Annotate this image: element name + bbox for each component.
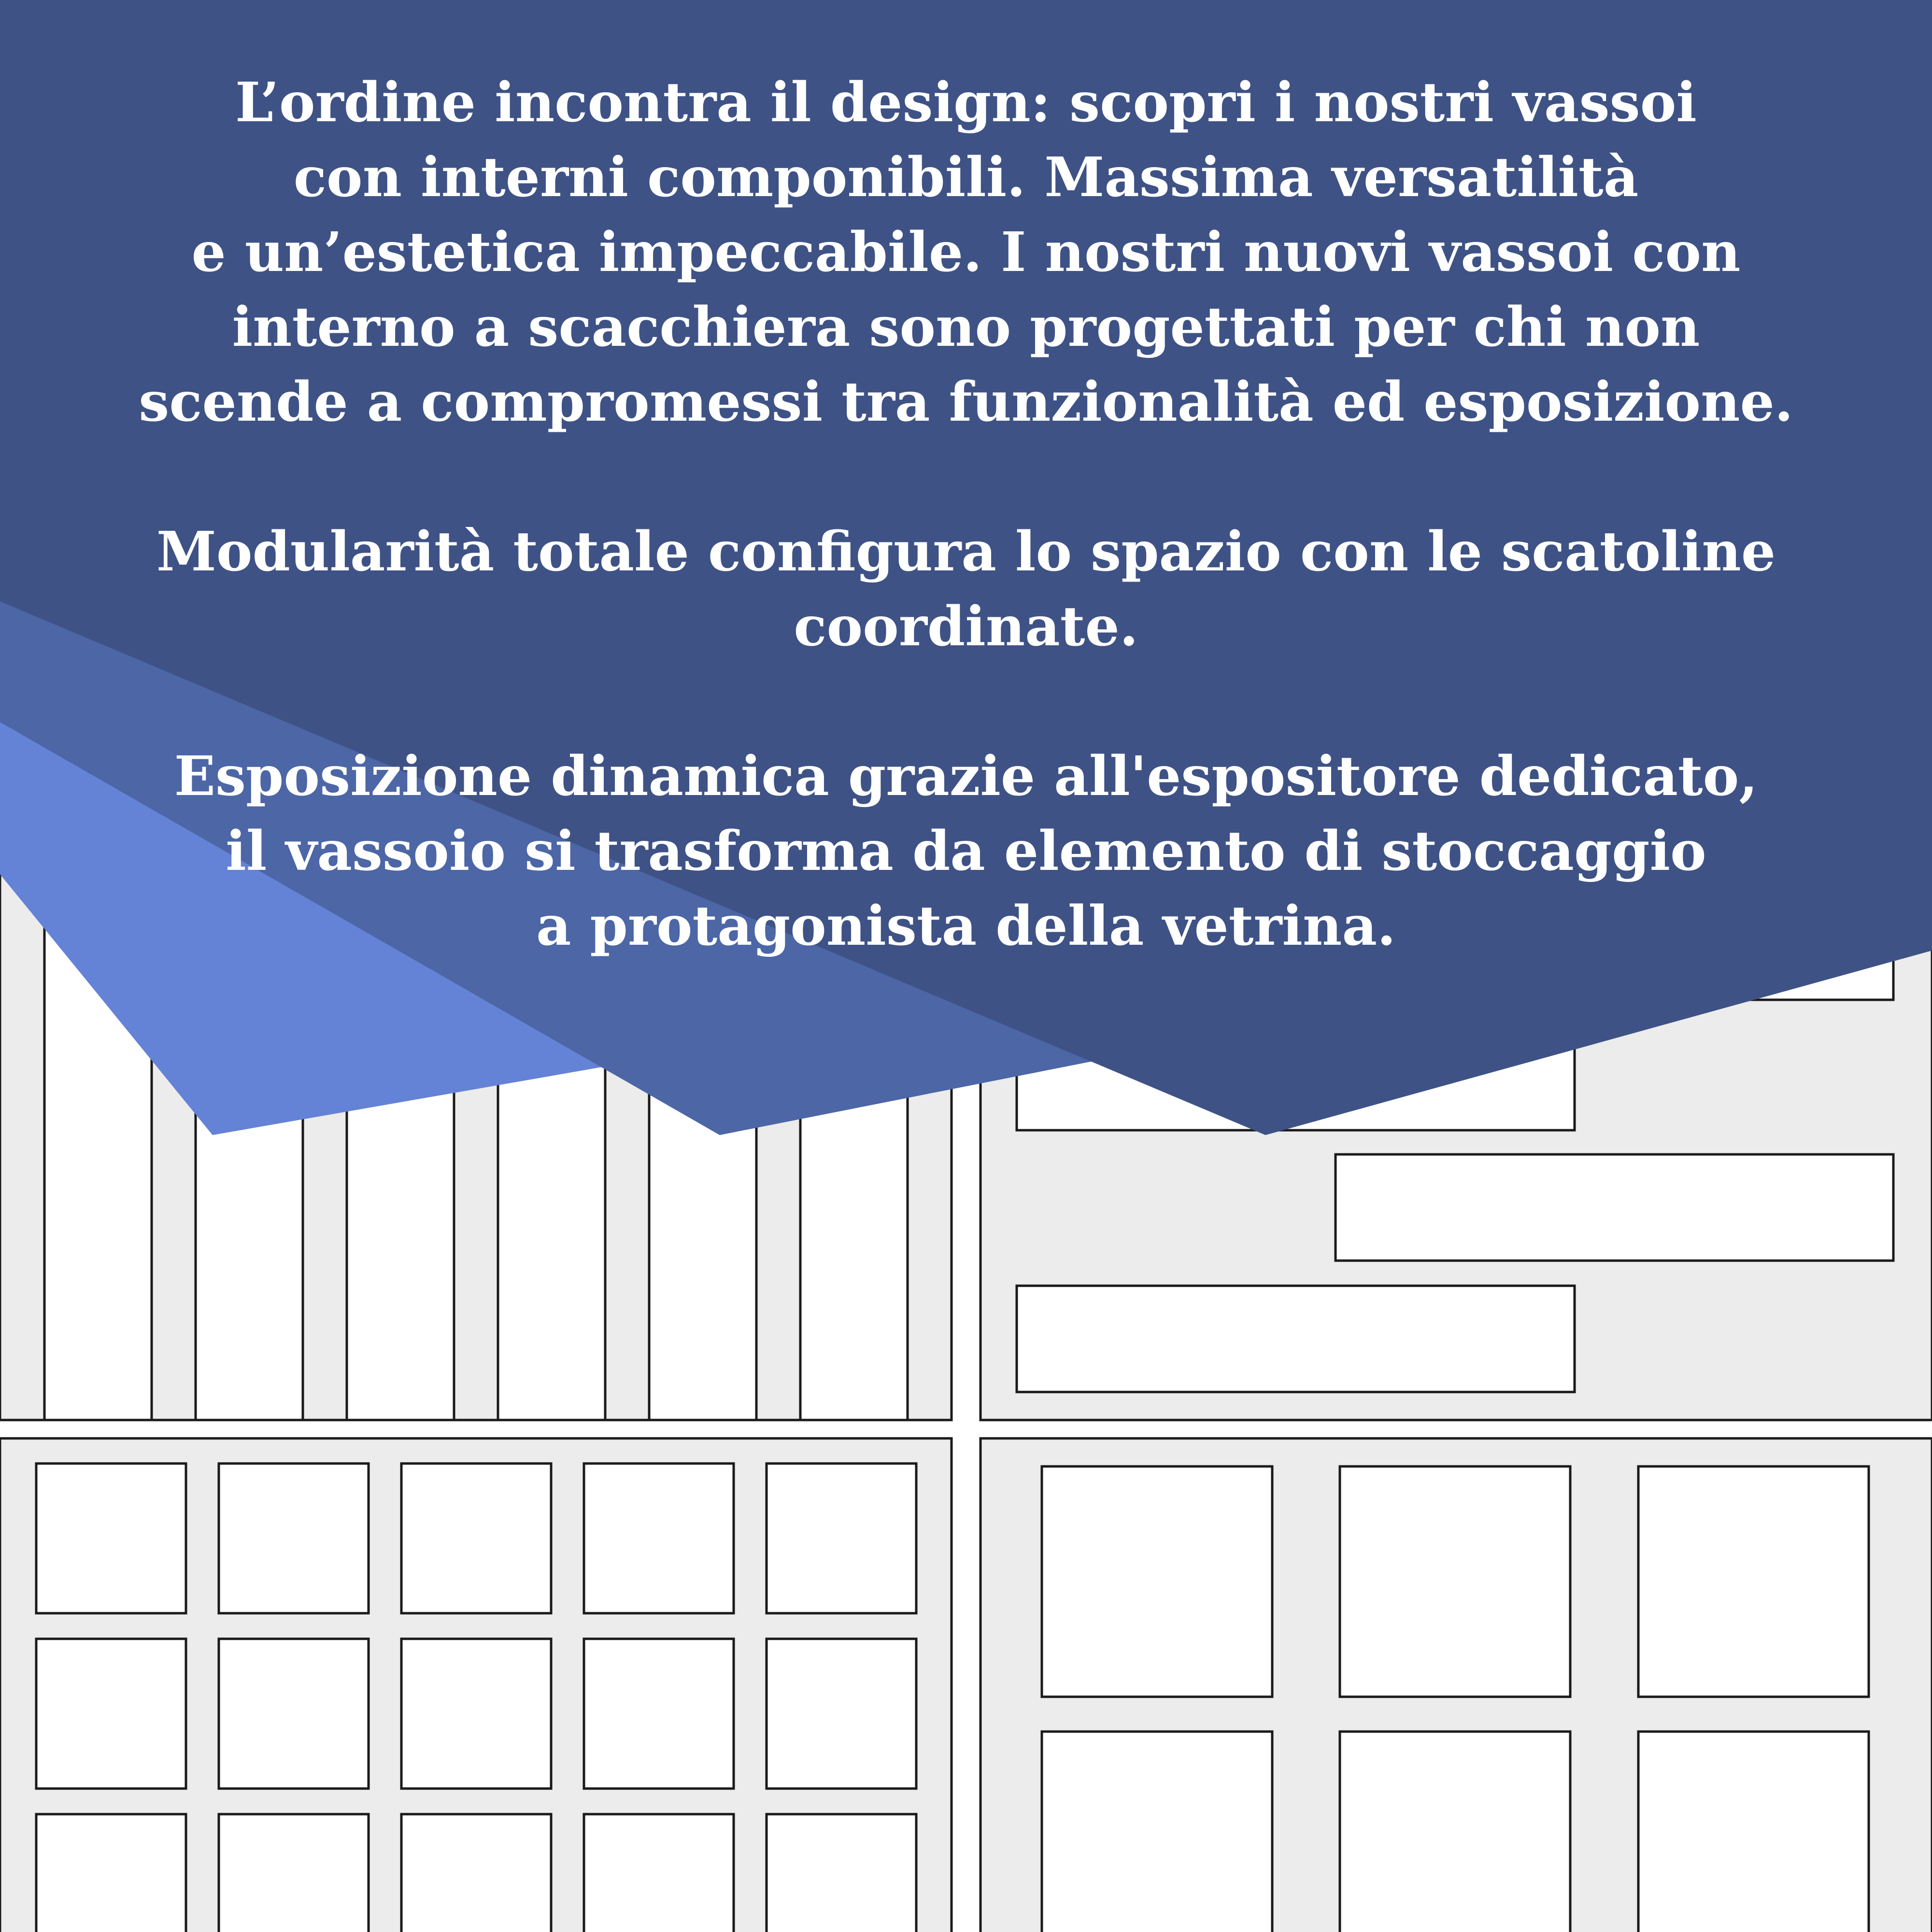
text-block xyxy=(58,65,1874,964)
slot xyxy=(1042,1466,1272,1697)
slot xyxy=(1335,1154,1893,1261)
slot xyxy=(1340,1466,1570,1697)
slot xyxy=(1638,1466,1869,1697)
slot xyxy=(584,1463,734,1613)
modularity-paragraph: Modularità totale configura lo spazio con le scatoline coordinate. xyxy=(156,520,1776,658)
slot xyxy=(584,1814,734,1932)
slot xyxy=(1638,1732,1869,1932)
slot xyxy=(1042,1732,1272,1932)
slot xyxy=(36,1814,186,1932)
slot xyxy=(36,1463,186,1613)
display-paragraph: Esposizione dinamica grazie all'espositore dedicato, il vassoio si trasforma da elemento di stoccaggio a protagonista della vetrina. xyxy=(174,745,1758,958)
slot xyxy=(1017,1286,1575,1392)
tray-small-grid xyxy=(0,1438,952,1932)
slot xyxy=(401,1814,551,1932)
slot xyxy=(1340,1732,1570,1932)
slot xyxy=(219,1639,369,1789)
slot xyxy=(401,1463,551,1613)
slot xyxy=(401,1639,551,1789)
slot xyxy=(219,1814,369,1932)
slot xyxy=(36,1639,186,1789)
tray-large-grid xyxy=(980,1438,1932,1932)
slot xyxy=(767,1463,916,1613)
intro-paragraph: L’ordine incontra il design: scopri i nostri vassoi con interni componibili. Massima versatilità e un’estetica impeccabile. I nostri nuovi vassoi con interno a scacchiera sono progettati per chi non scende a compromessi tra funzionalità ed esposizione. xyxy=(139,71,1793,434)
slot xyxy=(767,1814,916,1932)
slot xyxy=(767,1639,916,1789)
slot xyxy=(219,1463,369,1613)
slot xyxy=(584,1639,734,1789)
